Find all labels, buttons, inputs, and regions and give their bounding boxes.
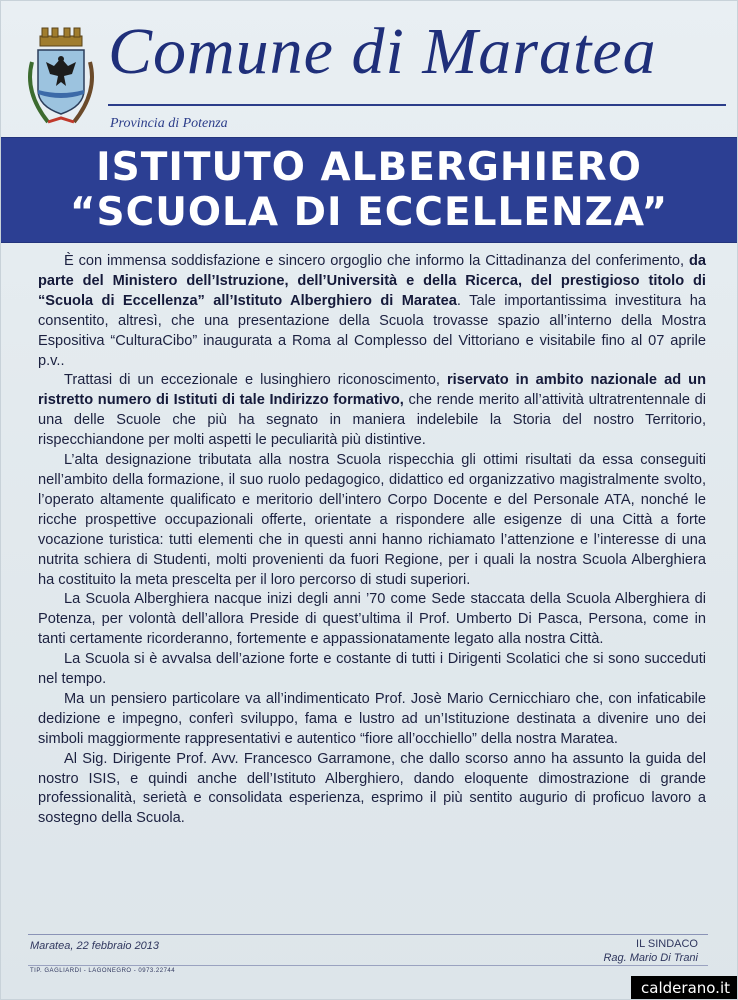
- paragraph-2-bold: riservato in ambito nazionale ad un ristretto numero di Istituti di tale Indirizzo formativo,: [38, 372, 706, 409]
- title-divider: [108, 104, 726, 106]
- headline-banner: [0, 137, 738, 243]
- paragraph-4: La Scuola Alberghiera nacque inizi degli anni ’70 come Sede staccata della Scuola Alberghiera di Potenza, per volontà dell’allora Preside di quest’ultima il Prof. Umberto Di Pasca, Persona, come in tanti certamente ricorderanno, fortemente e appassionatamente legato alla nostra Città.: [38, 591, 706, 648]
- paragraph-6: Ma un pensiero particolare va all’indimenticato Prof. Josè Mario Cernicchiaro che, con infaticabile dedizione e impegno, conferì sviluppo, fama e lustro ad un’Istituzione destinata a divenire uno dei simboli maggiormente rappresentativi e autentico “fiore all’occhiello” della nostra Maratea.: [38, 690, 706, 747]
- announcement-body: [38, 252, 706, 829]
- municipal-crest-icon: [18, 22, 104, 132]
- paragraph-2-lead: Trattasi di un eccezionale e lusinghiero riconoscimento,: [64, 372, 447, 389]
- paragraph-5: La Scuola si è avvalsa dell’azione forte e costante di tutti i Dirigenti Scolatici che si sono succeduti nel tempo.: [38, 651, 706, 688]
- paragraph-7: Al Sig. Dirigente Prof. Avv. Francesco Garramone, che dallo scorso anno ha assunto la guida del nostro ISIS, e quindi anche dell’Istituto Alberghiero, dando eloquente dimostrazione di grande professionalità, serietà e consolidata esperienza, esprimo il più sentito augurio di proficuo lavoro a sostegno della Scuola.: [38, 750, 706, 827]
- footer-date: Maratea, 22 febbraio 2013: [30, 940, 160, 952]
- paragraph-2-rest: che rende merito all’attività ultratrentennale di una delle Scuole che più ha segnato in maniera indelebile la Storia del nostro Territorio, rispecchiandone per molti aspetti le peculiarità più distintive.: [38, 392, 707, 449]
- signature-name: Rag. Mario Di Trani: [603, 952, 698, 964]
- signature-title: IL SINDACO: [636, 938, 698, 950]
- headline-line-1: ISTITUTO ALBERGHIERO: [96, 145, 642, 190]
- paragraph-1-lead: È con immensa soddisfazione e sincero orgoglio che informo la Cittadinanza del conferimento,: [64, 253, 689, 269]
- paragraph-1: [38, 252, 706, 371]
- municipality-title: Comune di Maratea: [108, 15, 657, 88]
- paragraph-2: [38, 371, 706, 451]
- printer-credit: TIP. GAGLIARDI - LAGONEGRO - 0973.22744: [30, 968, 176, 974]
- watermark: calderano.it: [631, 976, 738, 1000]
- footer-divider: [28, 934, 708, 935]
- paragraph-1-rest: . Tale importantissima investitura ha consentito, altresì, che una presentazione della Scuola trovasse spazio all’interno della Mostra Espositiva “CulturaCibo” inaugurata a Roma al Complesso del Vittoriano e visitabile fino al 07 aprile p.v..: [38, 292, 707, 369]
- paragraph-1-bold: da parte del Ministero dell’Istruzione, dell’Università e della Ricerca, del prestigioso titolo di “Scuola di Eccellenza” all’Istituto Alberghiero di Maratea: [38, 253, 706, 309]
- headline-line-2: “SCUOLA DI ECCELLENZA”: [69, 190, 669, 235]
- province-subtitle: Provincia di Potenza: [110, 116, 228, 131]
- printer-divider: [28, 965, 708, 966]
- paragraph-3: L’alta designazione tributata alla nostra Scuola rispecchia gli ottimi risultati da essa conseguiti nell’ambito della formazione, il suo ruolo pedagogico, didattico ed organizzativo magistralmente svolto, l’operato altamente qualificato e meritorio dell’intero Corpo Docente e del Personale ATA, nonché le ricche prospettive occupazionali offerte, orientate a rispondere alle esigenze di una Città a forte vocazione turistica: tutti elementi che in questi anni hanno richiamato l’attenzione e l’interesse di una nutrita schiera di Studenti, molti provenienti da fuori Regione, per i quali la nostra Scuola Alberghiera ha costituito la meta prescelta per il loro percorso di studi superiori.: [38, 452, 706, 588]
